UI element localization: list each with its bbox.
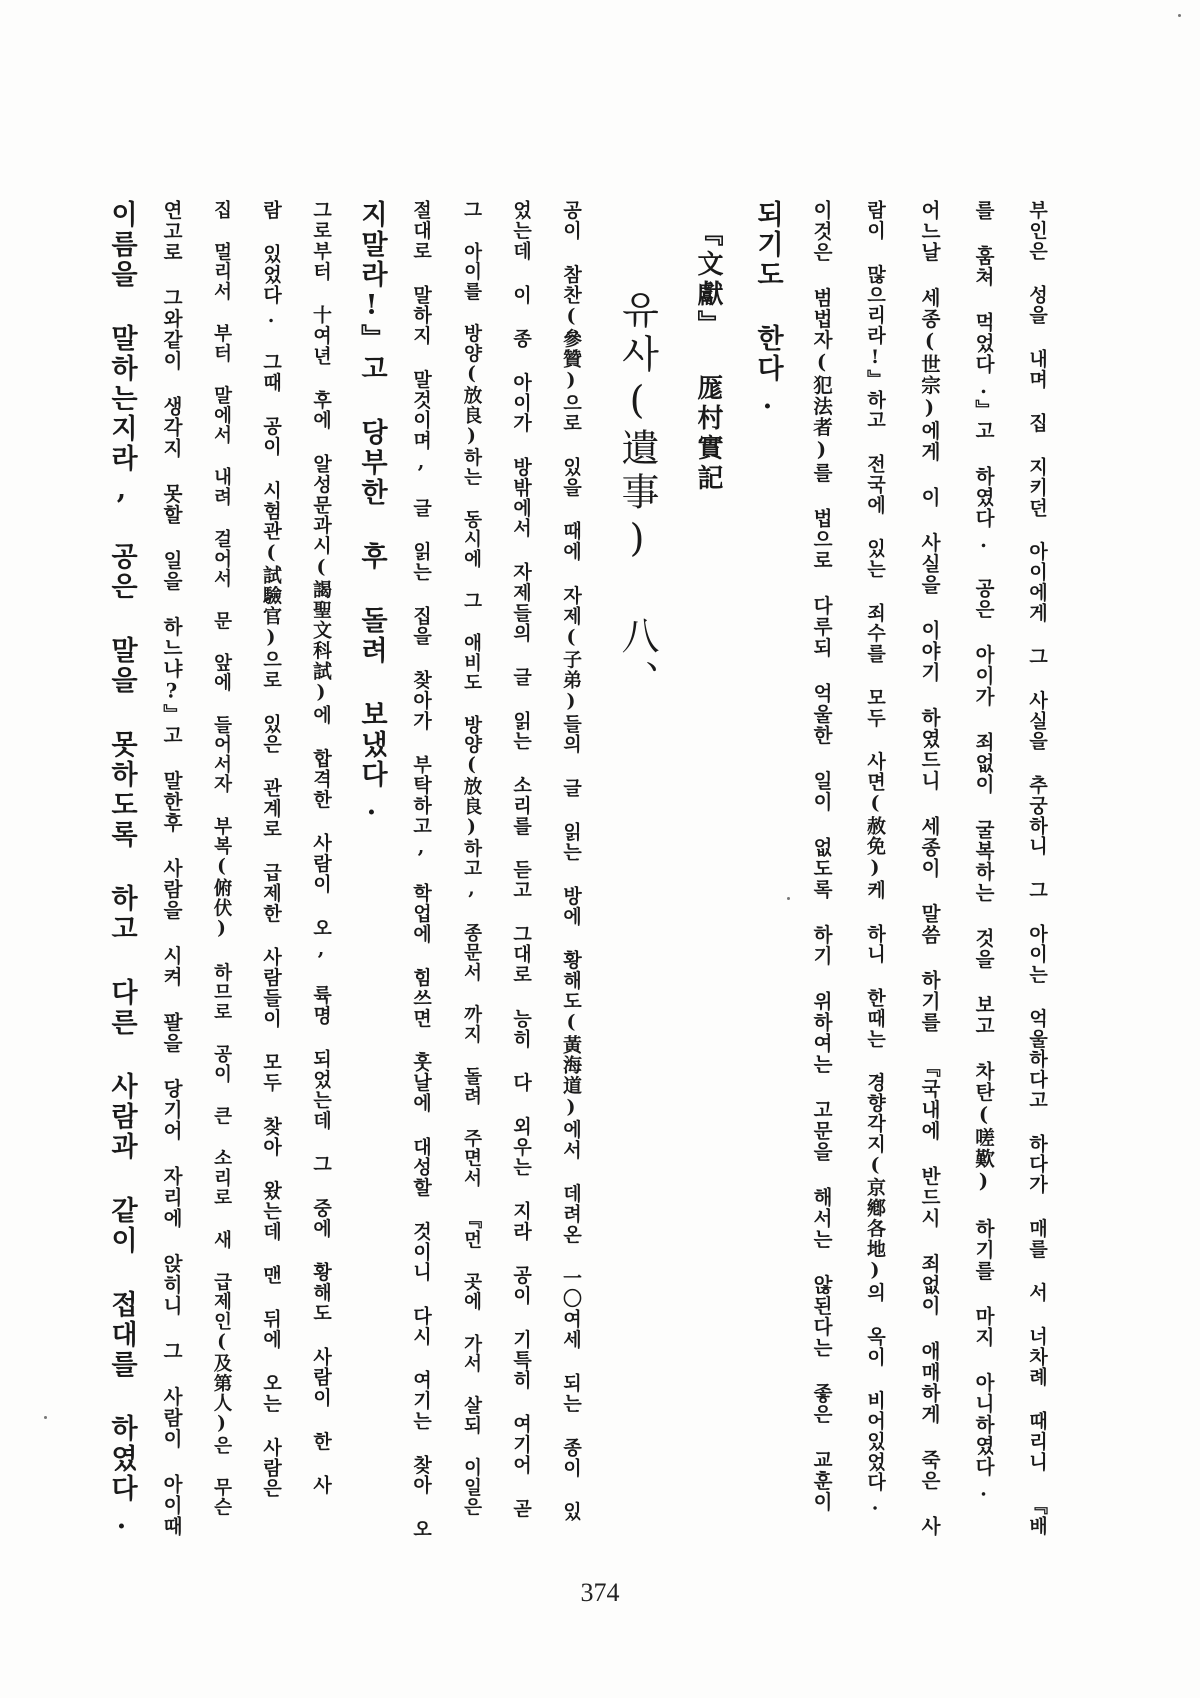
text-line: 었는데 이 종 아이가 방밖에서 자제들의 글 읽는 소리를 듣고 그대로 능히 다 외우는 지라 공이 기특히 여기어 곧 [510,200,532,1519]
text-line: 공이 참찬(參贊)으로 있을 때에 자제(子弟)들의 글 읽는 방에 황해도(黃海道)에서 데려온 一〇여세 되는 종이 있 [560,200,582,1522]
scan-speck [1178,14,1181,17]
text-line: 람 있었다. 그때 공이 시험관(試驗官)으로 있은 관계로 급제한 사람들이 모두 찾아 왔는데 맨 뒤에 오는 사람은 [260,200,282,1499]
text-line: 이것은 범법자(犯法者)를 법으로 다루되 억울한 일이 없도록 하기 위하여는 고문을 해서는 않된다는 좋은 교훈이 [810,200,833,1513]
text-line: 연고로 그와같이 생각지 못할 일을 하느냐?』고 말한후 사람을 시켜 팔을 당기어 자리에 앉히니 그 사람이 아이때 [160,200,183,1537]
section-heading: 유사(遺事) 八、 [615,290,659,704]
scan-speck [44,1416,47,1419]
text-line: 집 멀리서 부터 말에서 내려 걸어서 문 앞에 들어서자 부복(俯伏) 하므로 공이 큰 소리로 새 급제인(及第人)은 무슨 [211,200,232,1518]
text-line: 를 훔쳐 먹었다.』고 하였다. 공은 아이가 죄없이 굴복하는 것을 보고 차탄(嗟歎) 하기를 마지 아니하였다. [972,200,995,1502]
text-line: 람이 많으리라!』하고 전국에 있는 죄수를 모두 사면(赦免)케 하니 한때는 경향각지(京鄕各地)의 옥이 비어있었다. [864,200,886,1516]
text-line: 절대로 말하지 말것이며, 글 읽는 집을 찾아가 부탁하고, 학업에 힘쓰면 훗날에 대성할 것이니 다시 여기는 찾아 오 [410,200,432,1540]
scan-speck [787,897,790,900]
text-line: 어느날 세종(世宗)에게 이 사실을 이야기 하였드니 세종이 말씀 하기를 『국내에 반드시 죄없이 애매하게 죽은 사 [918,200,941,1537]
text-line: 되기도 한다. [752,200,783,418]
text-line: 지말라!』고 당부한 후 돌려 보냈다. [356,200,387,824]
text-line: 그로부터 十여년 후에 알성문과시(謁聖文科試)에 합격한 사람이 오, 륙명 되었는데 그 중에 황해도 사람이 한 사 [310,200,332,1496]
text-line: 이름을 말하는지라, 공은 말을 못하도록 하고 다른 사람과 같이 접대를 하였다. [106,200,137,1538]
page-number: 374 [580,1578,620,1607]
text-line: 부인은 성을 내며 집 지키던 아이에게 그 사실을 추궁하니 그 아이는 억울하다고 하다가 매를 서 너차례 때리니 『배 [1026,200,1048,1537]
source-citation: 『文獻』 厖村實記 [693,220,723,494]
text-line: 그 아이를 방양(放良)하는 동시에 그 애비도 방양(放良)하고, 종문서 까지 돌려 주면서 『먼 곳에 가서 살되 이일은 [461,200,482,1518]
